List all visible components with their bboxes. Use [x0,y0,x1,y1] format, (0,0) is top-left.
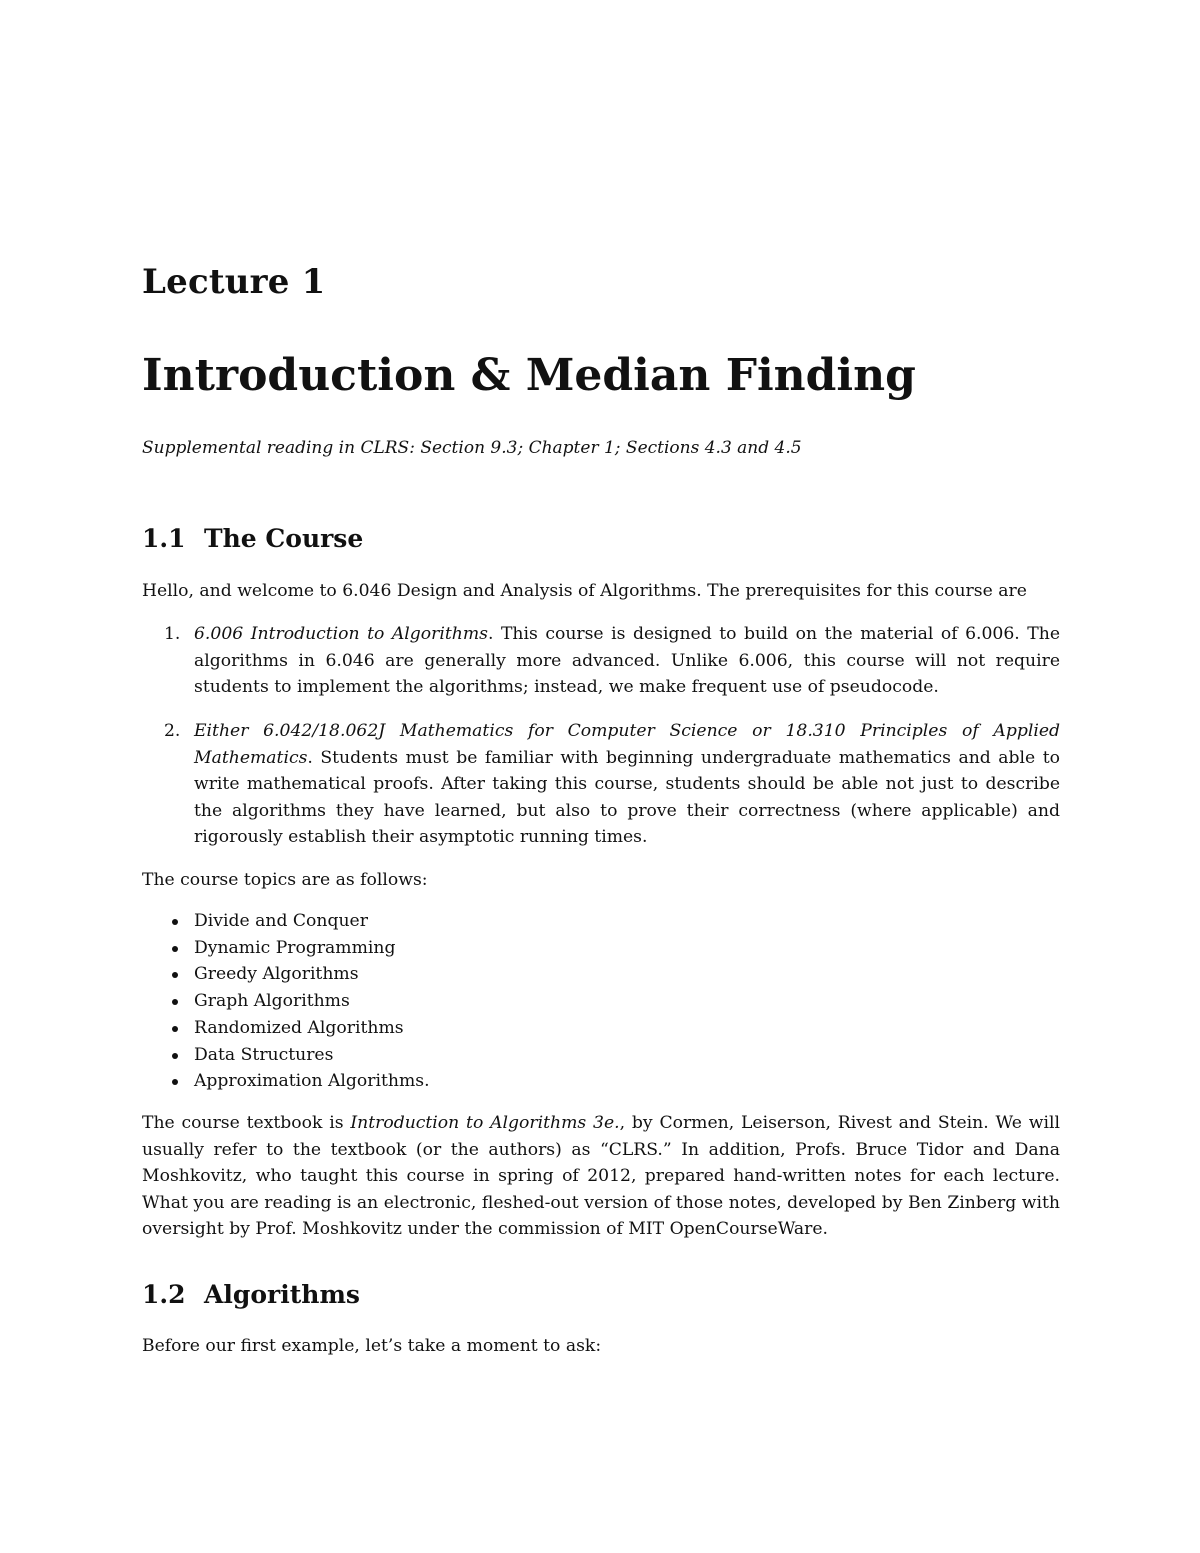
bullet-icon [172,1053,178,1059]
topic-label: Approximation Algorithms. [194,1071,430,1092]
section-heading-the-course [142,524,363,553]
prerequisite-description: . This course is designed to build on the material of 6.006. The algorithms in 6.046 are generally more advanced. Unlike 6.006, this course will not require students to implement the algorithms; instead, we make frequent use of pseudocode. [194,624,1060,697]
list-item [142,1068,1060,1095]
bullet-icon [172,999,178,1005]
topic-label: Dynamic Programming [194,937,396,958]
prerequisite-description: . Students must be familiar with beginning undergraduate mathematics and able to write mathematical proofs. After taking this course, students should be able not just to describe the algorithms they have learned, but also to prove their correctness (where applicable) and rigorously establish their asymptotic running times. [194,747,1060,847]
course-intro-paragraph: Hello, and welcome to 6.046 Design and Analysis of Algorithms. The prerequisites for this course are [142,581,1027,601]
list-item [142,908,1060,935]
textbook-post: , by Cormen, Leiserson, Rivest and Stein. We will usually refer to the textbook (or the authors) as “CLRS.” In addition, Profs. Bruce Tidor and Dana Moshkovitz, who taught this course in spring of 2012, prepared hand-written notes for each lecture. What you are reading is an electronic, fleshed-out version of those notes, developed by Ben Zinberg with oversight by Prof. Moshkovitz under the commission of MIT OpenCourseWare. [142,1113,1060,1239]
chapter-title: Introduction & Median Finding [142,350,916,401]
textbook-pre: The course textbook is [142,1113,351,1133]
bullet-icon [172,946,178,952]
bullet-icon [172,919,178,925]
section-heading-algorithms [142,1280,360,1309]
lecture-label: Lecture 1 [142,262,326,302]
topic-label: Randomized Algorithms [194,1017,404,1038]
section-title: The Course [204,524,364,553]
textbook-paragraph [142,1110,1060,1243]
section-number: 1.1 [142,524,186,553]
topic-label: Greedy Algorithms [194,964,359,985]
section-number: 1.2 [142,1280,186,1309]
list-item [142,1042,1060,1069]
list-item [142,988,1060,1015]
item-number: 2. [164,721,181,741]
topics-intro-paragraph: The course topics are as follows: [142,870,428,890]
prerequisite-course-title: 6.006 Introduction to Algorithms [194,624,488,644]
topics-list [142,908,1060,1095]
list-item [142,961,1060,988]
bullet-icon [172,1079,178,1085]
bullet-icon [172,972,178,978]
document-page [142,0,1060,1553]
list-item [142,1015,1060,1042]
supplemental-reading: Supplemental reading in CLRS: Section 9.3; Chapter 1; Sections 4.3 and 4.5 [142,438,802,458]
algorithms-intro-paragraph: Before our first example, let’s take a moment to ask: [142,1336,602,1356]
topic-label: Divide and Conquer [194,911,368,931]
prerequisite-course-title: Either 6.042/18.062J Mathematics for Computer Science or 18.310 Principles of Applied Mathematics [194,721,1060,768]
topic-label: Graph Algorithms [194,991,350,1012]
prerequisite-item [142,621,1060,701]
item-number: 1. [164,624,181,644]
list-item [142,935,1060,962]
textbook-title: Introduction to Algorithms 3e. [350,1113,620,1133]
bullet-icon [172,1026,178,1032]
prerequisite-item [142,718,1060,851]
topic-label: Data Structures [194,1044,334,1065]
section-title: Algorithms [204,1280,360,1309]
